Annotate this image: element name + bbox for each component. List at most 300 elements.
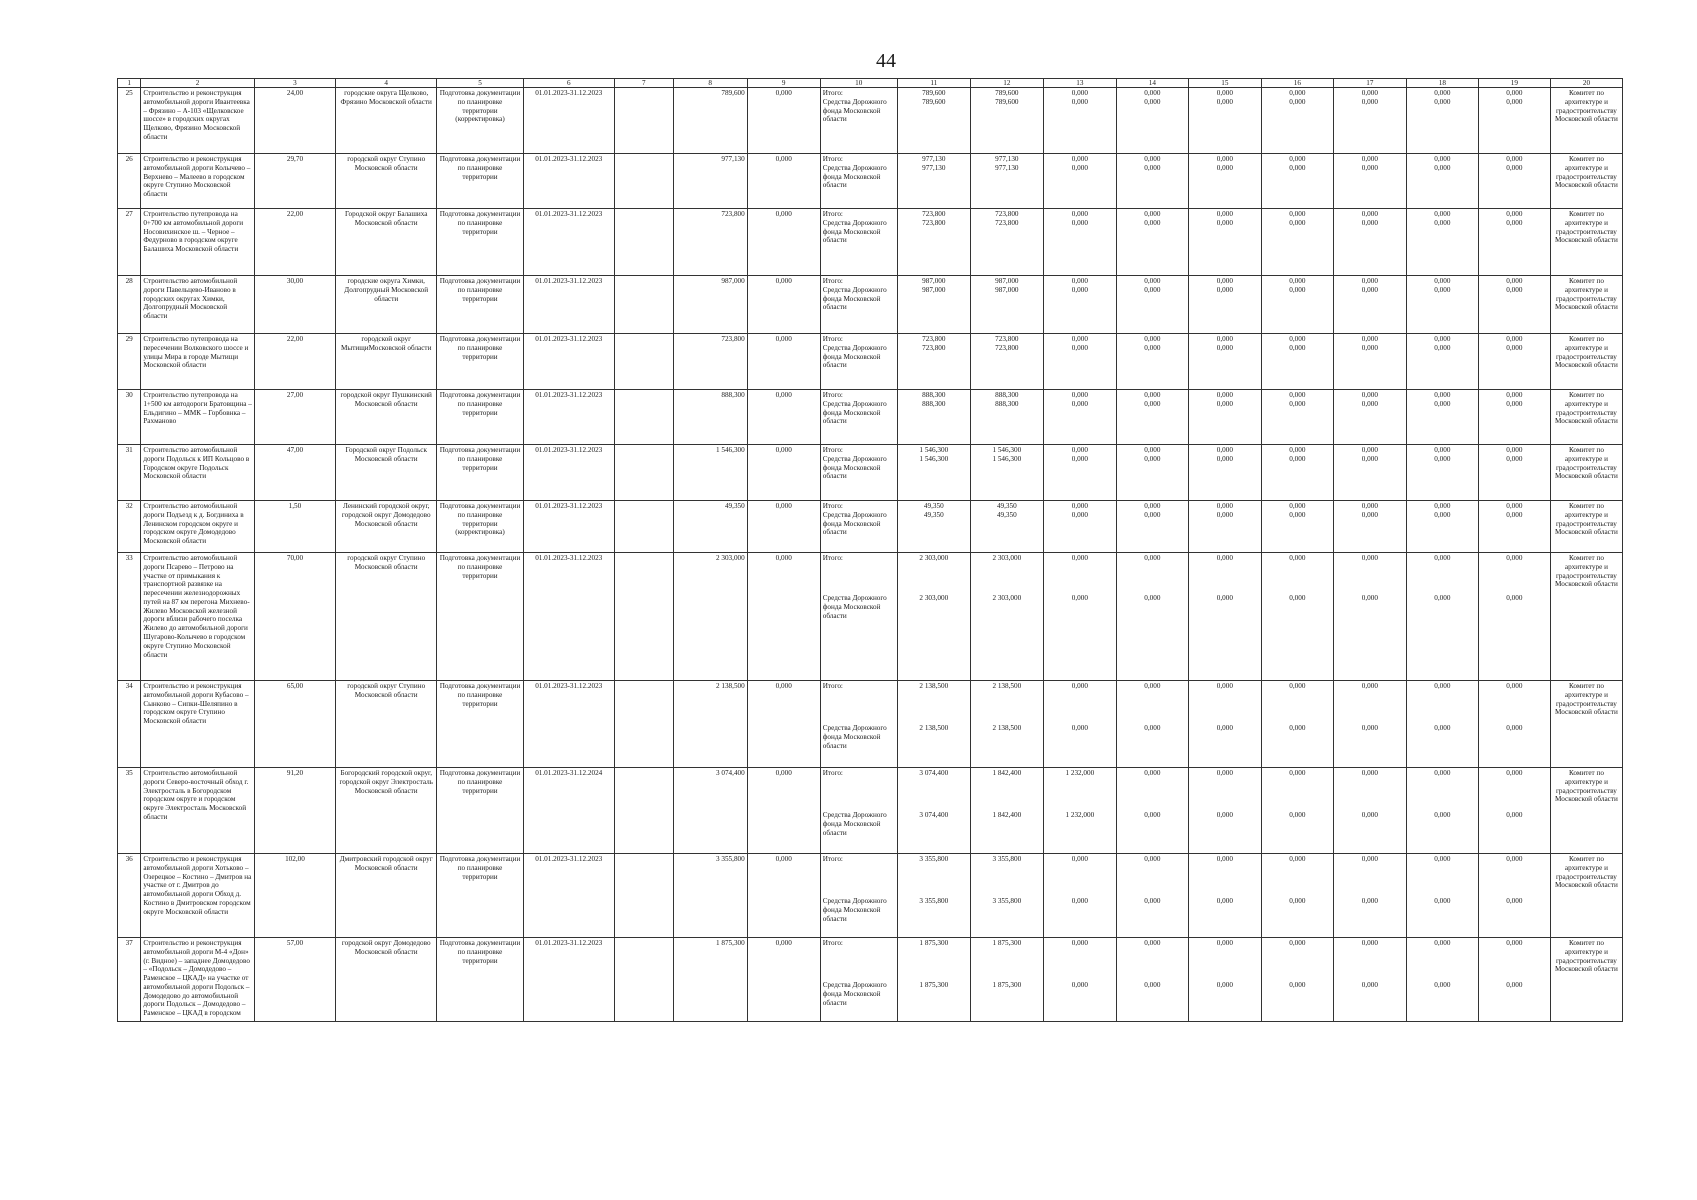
amount-total: 0,000 [1071, 554, 1088, 562]
amount-total: 0,000 [1361, 502, 1378, 510]
amount-cell [970, 209, 1043, 276]
location: городской округ Домодедово Московской области [336, 938, 437, 1022]
amount-road-fund: 0,000 [1071, 285, 1088, 294]
column-7-value [614, 445, 673, 501]
amount-total: 0,000 [1361, 89, 1378, 97]
period: 01.01.2023-31.12.2023 [523, 209, 614, 276]
amount-cell [1261, 154, 1333, 209]
responsible-body: Комитет по архитектуре и градостроительству Московской области [1550, 209, 1622, 276]
amount-cell [1406, 154, 1478, 209]
amount-cell [1478, 209, 1550, 276]
amount-road-fund: 888,300 [995, 399, 1019, 408]
amount-road-fund: 0,000 [1506, 510, 1523, 519]
amount-road-fund: 0,000 [1144, 285, 1161, 294]
length-value: 27,00 [254, 390, 335, 445]
amount-total: 0,000 [1144, 335, 1161, 343]
amount-cell [1478, 390, 1550, 445]
table-row [118, 938, 1623, 1022]
period: 01.01.2023-31.12.2023 [523, 276, 614, 334]
amount-cell [1406, 553, 1478, 681]
amount-road-fund: 49,350 [996, 510, 1017, 519]
amount-cell [1043, 445, 1116, 501]
column-number-header: 14 [1116, 79, 1188, 88]
amount-road-fund: 0,000 [1506, 399, 1523, 408]
amount-total: 0,000 [1434, 769, 1451, 777]
amount-total: 0,000 [1434, 210, 1451, 218]
column-8-value: 3 355,800 [673, 854, 747, 938]
amount-cell [1116, 854, 1188, 938]
location: городские округа Щелково, Фрязино Московской области [336, 88, 437, 154]
work-type: Подготовка документации по планировке территории [437, 854, 523, 938]
period: 01.01.2023-31.12.2023 [523, 154, 614, 209]
amount-total: 723,800 [922, 335, 946, 343]
amount-cell [897, 88, 970, 154]
amount-total: 0,000 [1361, 682, 1378, 690]
amount-road-fund: 0,000 [1144, 811, 1161, 819]
amount-cell [1478, 276, 1550, 334]
amount-cell [1333, 209, 1406, 276]
funding-total-label: Итого: [822, 769, 843, 777]
amount-total: 1 546,300 [992, 446, 1022, 454]
page-number: 44 [876, 50, 896, 72]
column-number-header: 10 [820, 79, 897, 88]
column-7-value [614, 501, 673, 553]
column-9-value: 0,000 [747, 154, 820, 209]
amount-road-fund: 987,000 [922, 285, 946, 294]
column-number-header: 4 [336, 79, 437, 88]
amount-road-fund: 1 546,300 [992, 454, 1022, 463]
amount-total: 0,000 [1144, 446, 1161, 454]
amount-cell [1116, 390, 1188, 445]
amount-total: 0,000 [1071, 155, 1088, 163]
location: Городской округ Подольск Московской области [336, 445, 437, 501]
amount-total: 0,000 [1216, 89, 1233, 97]
amount-road-fund: 0,000 [1216, 897, 1233, 905]
amount-road-fund: 0,000 [1144, 218, 1161, 227]
amount-road-fund: 987,000 [995, 285, 1019, 294]
amount-road-fund: 0,000 [1434, 510, 1451, 519]
amount-total: 0,000 [1289, 89, 1306, 97]
amount-total: 0,000 [1361, 277, 1378, 285]
location: городской округ Ступино Московской области [336, 681, 437, 768]
amount-road-fund: 0,000 [1071, 981, 1088, 989]
amount-cell [1188, 154, 1261, 209]
amount-cell [1261, 681, 1333, 768]
amount-road-fund: 1 546,300 [919, 454, 949, 463]
column-number-header: 11 [897, 79, 970, 88]
amount-total: 977,130 [922, 155, 946, 163]
amount-road-fund: 0,000 [1434, 811, 1451, 819]
amount-road-fund: 0,000 [1071, 399, 1088, 408]
amount-road-fund: 0,000 [1071, 163, 1088, 172]
amount-cell [970, 501, 1043, 553]
period: 01.01.2023-31.12.2023 [523, 501, 614, 553]
amount-road-fund: 0,000 [1361, 897, 1378, 905]
amount-cell [897, 276, 970, 334]
column-7-value [614, 88, 673, 154]
amount-total: 0,000 [1506, 391, 1523, 399]
column-9-value: 0,000 [747, 681, 820, 768]
amount-cell [1478, 938, 1550, 1022]
amount-cell [1478, 768, 1550, 854]
amount-cell [1478, 334, 1550, 390]
amount-road-fund: 0,000 [1144, 897, 1161, 905]
amount-cell [1406, 681, 1478, 768]
column-number-row [118, 79, 1623, 88]
funding-total-label: Итого: [822, 277, 843, 285]
table-row [118, 768, 1623, 854]
column-8-value: 2 138,500 [673, 681, 747, 768]
amount-road-fund: 0,000 [1434, 343, 1451, 352]
funding-source [820, 445, 897, 501]
amount-total: 0,000 [1434, 391, 1451, 399]
amount-cell [1043, 209, 1116, 276]
work-type: Подготовка документации по планировке территории (корректировка) [437, 88, 523, 154]
location: городской округ МытищиМосковской области [336, 334, 437, 390]
table-row [118, 88, 1623, 154]
amount-road-fund: 0,000 [1361, 399, 1378, 408]
amount-cell [970, 154, 1043, 209]
amount-cell [1333, 854, 1406, 938]
amount-road-fund: 0,000 [1506, 97, 1523, 106]
funding-total-label: Итого: [822, 335, 843, 343]
object-name: Строительство путепровода на пересечении Волковского шоссе и улицы Мира в городе Мытищи Московской области [141, 334, 255, 390]
amount-road-fund: 0,000 [1144, 981, 1161, 989]
row-number: 37 [118, 938, 141, 1022]
amount-total: 0,000 [1144, 210, 1161, 218]
amount-total: 0,000 [1216, 155, 1233, 163]
amount-road-fund: 0,000 [1434, 218, 1451, 227]
length-value: 22,00 [254, 209, 335, 276]
amount-cell [1188, 768, 1261, 854]
amount-road-fund: 0,000 [1361, 97, 1378, 106]
amount-cell [1188, 209, 1261, 276]
amount-road-fund: 789,600 [922, 97, 946, 106]
amount-total: 0,000 [1289, 855, 1306, 863]
amount-road-fund: 0,000 [1506, 343, 1523, 352]
length-value: 47,00 [254, 445, 335, 501]
column-number-header: 6 [523, 79, 614, 88]
amount-total: 1 232,000 [1065, 769, 1095, 777]
location: Городской округ Балашиха Московской области [336, 209, 437, 276]
amount-total: 0,000 [1216, 391, 1233, 399]
amount-cell [1188, 553, 1261, 681]
amount-road-fund: 0,000 [1289, 594, 1306, 602]
amount-total: 0,000 [1071, 682, 1088, 690]
amount-road-fund: 723,800 [995, 218, 1019, 227]
column-9-value: 0,000 [747, 276, 820, 334]
amount-road-fund: 0,000 [1289, 218, 1306, 227]
amount-total: 0,000 [1289, 446, 1306, 454]
amount-cell [1116, 88, 1188, 154]
amount-cell [1043, 938, 1116, 1022]
amount-total: 2 303,000 [919, 554, 949, 562]
amount-total: 0,000 [1506, 155, 1523, 163]
column-8-value: 723,800 [673, 334, 747, 390]
amount-total: 0,000 [1506, 554, 1523, 562]
amount-total: 2 303,000 [992, 554, 1022, 562]
amount-cell [1406, 501, 1478, 553]
table-row [118, 854, 1623, 938]
length-value: 57,00 [254, 938, 335, 1022]
amount-cell [1261, 390, 1333, 445]
amount-cell [1333, 681, 1406, 768]
work-type: Подготовка документации по планировке территории [437, 276, 523, 334]
length-value: 65,00 [254, 681, 335, 768]
amount-total: 0,000 [1506, 855, 1523, 863]
table-row [118, 154, 1623, 209]
amount-road-fund: 0,000 [1361, 163, 1378, 172]
amount-total: 0,000 [1506, 335, 1523, 343]
amount-cell [970, 445, 1043, 501]
funding-total-label: Итого: [822, 554, 843, 562]
amount-total: 0,000 [1506, 89, 1523, 97]
amount-road-fund: 2 138,500 [992, 724, 1022, 732]
amount-total: 0,000 [1289, 554, 1306, 562]
amount-road-fund: 0,000 [1216, 163, 1233, 172]
amount-cell [1116, 334, 1188, 390]
amount-cell [1333, 390, 1406, 445]
amount-road-fund: 0,000 [1071, 97, 1088, 106]
column-7-value [614, 390, 673, 445]
amount-total: 0,000 [1434, 682, 1451, 690]
amount-road-fund: 0,000 [1434, 897, 1451, 905]
amount-cell [897, 445, 970, 501]
work-type: Подготовка документации по планировке территории [437, 938, 523, 1022]
amount-cell [897, 553, 970, 681]
amount-total: 789,600 [922, 89, 946, 97]
amount-cell [1333, 501, 1406, 553]
amount-cell [1261, 553, 1333, 681]
amount-road-fund: 723,800 [922, 343, 946, 352]
column-number-header: 2 [141, 79, 255, 88]
amount-road-fund: 2 138,500 [919, 724, 949, 732]
column-number-header: 9 [747, 79, 820, 88]
amount-cell [1116, 445, 1188, 501]
funding-road-fund-label: Средства Дорожного фонда Московской области [822, 594, 887, 620]
amount-total: 2 138,500 [992, 682, 1022, 690]
length-value: 70,00 [254, 553, 335, 681]
table-row [118, 209, 1623, 276]
table-row [118, 445, 1623, 501]
location: городские округа Химки, Долгопрудный Московской области [336, 276, 437, 334]
funding-road-fund-label: Средства Дорожного фонда Московской области [822, 285, 887, 312]
column-9-value: 0,000 [747, 209, 820, 276]
amount-road-fund: 0,000 [1216, 343, 1233, 352]
object-name: Строительство и реконструкция автомобильной дороги Колычево – Верхнево – Малеево в городском округе Ступино Московской области [141, 154, 255, 209]
amount-cell [1261, 768, 1333, 854]
column-7-value [614, 334, 673, 390]
amount-total: 987,000 [995, 277, 1019, 285]
amount-road-fund: 0,000 [1289, 510, 1306, 519]
amount-cell [1478, 501, 1550, 553]
amount-total: 0,000 [1071, 391, 1088, 399]
amount-road-fund: 1 875,300 [992, 981, 1022, 989]
length-value: 91,20 [254, 768, 335, 854]
amount-cell [970, 681, 1043, 768]
amount-road-fund: 0,000 [1071, 454, 1088, 463]
amount-road-fund: 0,000 [1506, 454, 1523, 463]
amount-total: 2 138,500 [919, 682, 949, 690]
funding-source [820, 681, 897, 768]
work-type: Подготовка документации по планировке территории [437, 390, 523, 445]
amount-road-fund: 0,000 [1216, 811, 1233, 819]
amount-cell [1043, 501, 1116, 553]
column-7-value [614, 768, 673, 854]
column-7-value [614, 681, 673, 768]
amount-total: 0,000 [1361, 391, 1378, 399]
amount-cell [970, 334, 1043, 390]
amount-road-fund: 0,000 [1506, 285, 1523, 294]
amount-total: 0,000 [1216, 855, 1233, 863]
responsible-body: Комитет по архитектуре и градостроительству Московской области [1550, 854, 1622, 938]
amount-cell [1188, 88, 1261, 154]
responsible-body: Комитет по архитектуре и градостроительству Московской области [1550, 276, 1622, 334]
amount-cell [1406, 276, 1478, 334]
column-9-value: 0,000 [747, 854, 820, 938]
responsible-body: Комитет по архитектуре и градостроительству Московской области [1550, 390, 1622, 445]
amount-total: 0,000 [1361, 335, 1378, 343]
amount-cell [1478, 88, 1550, 154]
table-row [118, 501, 1623, 553]
amount-total: 0,000 [1144, 554, 1161, 562]
funding-total-label: Итого: [822, 155, 843, 163]
column-number-header: 18 [1406, 79, 1478, 88]
length-value: 102,00 [254, 854, 335, 938]
amount-total: 0,000 [1434, 446, 1451, 454]
amount-road-fund: 0,000 [1361, 510, 1378, 519]
amount-cell [1261, 209, 1333, 276]
column-7-value [614, 553, 673, 681]
amount-road-fund: 0,000 [1506, 811, 1523, 819]
amount-total: 0,000 [1506, 277, 1523, 285]
amount-road-fund: 0,000 [1361, 454, 1378, 463]
amount-road-fund: 789,600 [995, 97, 1019, 106]
amount-total: 0,000 [1289, 277, 1306, 285]
amount-total: 0,000 [1216, 210, 1233, 218]
amount-road-fund: 0,000 [1361, 285, 1378, 294]
amount-road-fund: 0,000 [1289, 343, 1306, 352]
column-9-value: 0,000 [747, 501, 820, 553]
amount-cell [897, 154, 970, 209]
amount-total: 0,000 [1361, 554, 1378, 562]
amount-total: 0,000 [1506, 939, 1523, 947]
funding-total-label: Итого: [822, 682, 843, 690]
amount-road-fund: 0,000 [1144, 594, 1161, 602]
amount-cell [1261, 938, 1333, 1022]
column-9-value: 0,000 [747, 390, 820, 445]
amount-cell [1478, 854, 1550, 938]
amount-road-fund: 0,000 [1289, 163, 1306, 172]
work-type: Подготовка документации по планировке территории [437, 445, 523, 501]
amount-cell [970, 854, 1043, 938]
amount-road-fund: 0,000 [1361, 811, 1378, 819]
column-8-value: 2 303,000 [673, 553, 747, 681]
responsible-body: Комитет по архитектуре и градостроительству Московской области [1550, 88, 1622, 154]
amount-cell [1333, 768, 1406, 854]
amount-total: 0,000 [1289, 502, 1306, 510]
responsible-body: Комитет по архитектуре и градостроительству Московской области [1550, 445, 1622, 501]
amount-road-fund: 2 303,000 [919, 594, 949, 602]
length-value: 30,00 [254, 276, 335, 334]
amount-road-fund: 0,000 [1144, 510, 1161, 519]
amount-road-fund: 0,000 [1216, 510, 1233, 519]
row-number: 35 [118, 768, 141, 854]
column-9-value: 0,000 [747, 445, 820, 501]
amount-cell [1406, 88, 1478, 154]
amount-road-fund: 0,000 [1506, 981, 1523, 989]
funding-source [820, 209, 897, 276]
amount-road-fund: 0,000 [1434, 399, 1451, 408]
column-8-value: 49,350 [673, 501, 747, 553]
column-8-value: 888,300 [673, 390, 747, 445]
funding-source [820, 276, 897, 334]
table-row [118, 681, 1623, 768]
amount-cell [897, 768, 970, 854]
location: Ленинский городской округ, городской округ Домодедово Московской области [336, 501, 437, 553]
responsible-body: Комитет по архитектуре и градостроительству Московской области [1550, 501, 1622, 553]
amount-cell [1333, 154, 1406, 209]
amount-cell [970, 768, 1043, 854]
amount-road-fund: 0,000 [1144, 163, 1161, 172]
amount-road-fund: 0,000 [1434, 594, 1451, 602]
amount-total: 0,000 [1434, 855, 1451, 863]
funding-road-fund-label: Средства Дорожного фонда Московской области [822, 399, 887, 426]
amount-cell [1116, 681, 1188, 768]
funding-road-fund-label: Средства Дорожного фонда Московской области [822, 97, 887, 124]
amount-total: 0,000 [1434, 554, 1451, 562]
amount-road-fund: 0,000 [1216, 594, 1233, 602]
funding-total-label: Итого: [822, 939, 843, 947]
amount-total: 0,000 [1216, 554, 1233, 562]
amount-road-fund: 0,000 [1434, 97, 1451, 106]
amount-total: 0,000 [1289, 155, 1306, 163]
row-number: 33 [118, 553, 141, 681]
amount-total: 1 546,300 [919, 446, 949, 454]
work-type: Подготовка документации по планировке территории [437, 681, 523, 768]
period: 01.01.2023-31.12.2024 [523, 768, 614, 854]
amount-cell [1406, 768, 1478, 854]
amount-cell [1333, 553, 1406, 681]
funding-road-fund-label: Средства Дорожного фонда Московской области [822, 218, 887, 245]
column-9-value: 0,000 [747, 334, 820, 390]
amount-cell [1043, 768, 1116, 854]
amount-cell [1478, 553, 1550, 681]
amount-cell [1188, 854, 1261, 938]
amount-total: 0,000 [1289, 210, 1306, 218]
amount-cell [1116, 501, 1188, 553]
amount-total: 0,000 [1434, 335, 1451, 343]
row-number: 25 [118, 88, 141, 154]
amount-total: 0,000 [1361, 446, 1378, 454]
work-type: Подготовка документации по планировке территории (корректировка) [437, 501, 523, 553]
row-number: 29 [118, 334, 141, 390]
object-name: Строительство путепровода на 0+700 км автомобильной дороги Носовихинское ш. – Черное – Федурново в городском округе Балашиха Московской области [141, 209, 255, 276]
amount-cell [897, 681, 970, 768]
amount-cell [1406, 334, 1478, 390]
amount-cell [1261, 88, 1333, 154]
period: 01.01.2023-31.12.2023 [523, 88, 614, 154]
amount-road-fund: 0,000 [1216, 97, 1233, 106]
amount-total: 0,000 [1144, 855, 1161, 863]
object-name: Строительство автомобильной дороги Павельцево-Иваново в городских округах Химки, Долгопрудный Московской области [141, 276, 255, 334]
amount-cell [1188, 501, 1261, 553]
amount-total: 723,800 [922, 210, 946, 218]
amount-total: 888,300 [995, 391, 1019, 399]
column-number-header: 12 [970, 79, 1043, 88]
row-number: 31 [118, 445, 141, 501]
amount-total: 0,000 [1144, 502, 1161, 510]
